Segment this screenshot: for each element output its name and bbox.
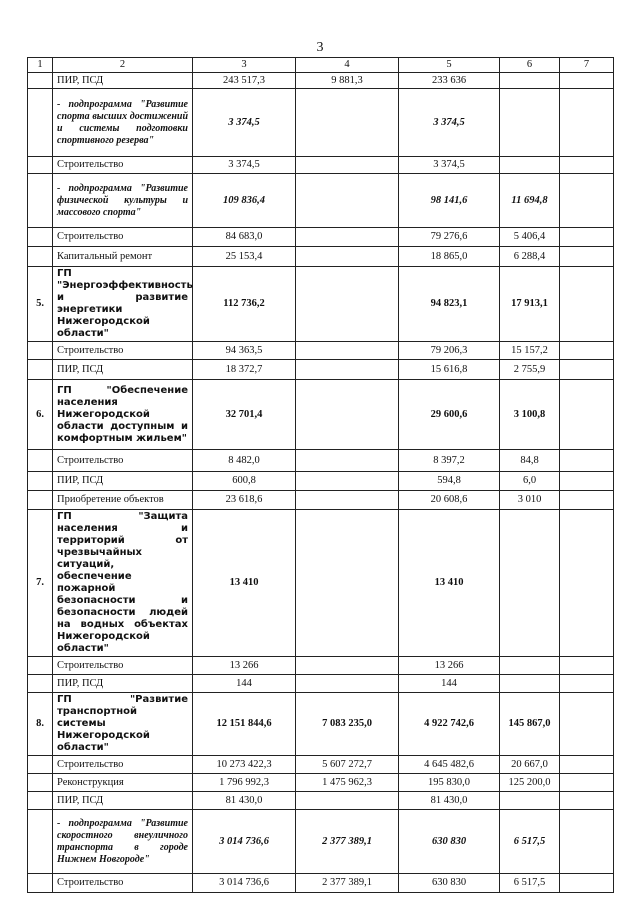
row-name: ГП "Развитие транспортной системы Нижегородской области" [53, 693, 193, 756]
header-cell: 7 [560, 58, 614, 73]
cell-other [560, 174, 614, 228]
cell-other [560, 247, 614, 267]
cell-total: 243 517,3 [193, 73, 296, 89]
cell-federal [296, 247, 399, 267]
row-number [28, 157, 53, 174]
cell-regional: 15 616,8 [399, 360, 500, 380]
row-number [28, 874, 53, 893]
table-row [28, 675, 614, 693]
cell-total: 12 151 844,6 [193, 693, 296, 756]
cell-federal [296, 360, 399, 380]
table-row [28, 472, 614, 491]
cell-other [560, 450, 614, 472]
row-name: ПИР, ПСД [53, 360, 193, 380]
row-name: - подпрограмма "Развитие спорта высших достижений и системы подготовки спортивного резерва" [53, 89, 193, 157]
cell-federal [296, 792, 399, 810]
cell-other [560, 472, 614, 491]
cell-federal [296, 510, 399, 657]
cell-regional: 4 922 742,6 [399, 693, 500, 756]
cell-local: 6 517,5 [500, 874, 560, 893]
cell-other [560, 510, 614, 657]
cell-local: 17 913,1 [500, 267, 560, 342]
row-number [28, 792, 53, 810]
cell-total: 3 374,5 [193, 89, 296, 157]
cell-federal [296, 472, 399, 491]
table-row [28, 874, 614, 893]
cell-other [560, 792, 614, 810]
cell-other [560, 157, 614, 174]
cell-local: 15 157,2 [500, 342, 560, 360]
header-cell: 5 [399, 58, 500, 73]
table-row [28, 450, 614, 472]
row-name: Капитальный ремонт [53, 247, 193, 267]
cell-regional: 3 374,5 [399, 89, 500, 157]
cell-federal: 7 083 235,0 [296, 693, 399, 756]
row-number [28, 360, 53, 380]
row-number: 8. [28, 693, 53, 756]
cell-total: 23 618,6 [193, 491, 296, 510]
row-name: ГП "Защита населения и территорий от чрезвычайных ситуаций, обеспечение пожарной безопасности и безопасности людей на водных объектах Нижегородской области" [53, 510, 193, 657]
cell-other [560, 342, 614, 360]
cell-local [500, 73, 560, 89]
cell-local [500, 157, 560, 174]
cell-other [560, 267, 614, 342]
cell-total: 25 153,4 [193, 247, 296, 267]
cell-federal [296, 491, 399, 510]
row-name: ГП "Энергоэффективность и развитие энергетики Нижегородской области" [53, 267, 193, 342]
cell-other [560, 756, 614, 774]
row-number: 6. [28, 380, 53, 450]
cell-local [500, 510, 560, 657]
cell-federal [296, 450, 399, 472]
cell-other [560, 380, 614, 450]
table-row [28, 360, 614, 380]
row-name: ПИР, ПСД [53, 675, 193, 693]
row-number [28, 450, 53, 472]
row-name: Строительство [53, 157, 193, 174]
cell-other [560, 874, 614, 893]
table-row [28, 510, 614, 657]
row-number [28, 675, 53, 693]
cell-local [500, 675, 560, 693]
row-number [28, 174, 53, 228]
row-number [28, 657, 53, 675]
row-name: Строительство [53, 657, 193, 675]
table-row [28, 792, 614, 810]
table-row [28, 342, 614, 360]
row-name: Строительство [53, 874, 193, 893]
table-row [28, 657, 614, 675]
table-row [28, 693, 614, 756]
table-row [28, 174, 614, 228]
row-number [28, 73, 53, 89]
table-row [28, 810, 614, 874]
table-row [28, 756, 614, 774]
row-number [28, 247, 53, 267]
row-number [28, 342, 53, 360]
row-name: Реконструкция [53, 774, 193, 792]
cell-regional: 79 276,6 [399, 228, 500, 247]
table-row [28, 73, 614, 89]
cell-local: 2 755,9 [500, 360, 560, 380]
row-name: ГП "Обеспечение населения Нижегородской области доступным и комфортным жильем" [53, 380, 193, 450]
cell-other [560, 73, 614, 89]
cell-regional: 195 830,0 [399, 774, 500, 792]
cell-local: 84,8 [500, 450, 560, 472]
cell-local: 3 100,8 [500, 380, 560, 450]
row-name: Строительство [53, 228, 193, 247]
cell-federal: 5 607 272,7 [296, 756, 399, 774]
cell-regional: 20 608,6 [399, 491, 500, 510]
cell-total: 144 [193, 675, 296, 693]
table-row [28, 89, 614, 157]
cell-other [560, 228, 614, 247]
row-number: 5. [28, 267, 53, 342]
cell-local: 145 867,0 [500, 693, 560, 756]
row-name: Строительство [53, 756, 193, 774]
cell-regional: 13 410 [399, 510, 500, 657]
cell-local: 3 010 [500, 491, 560, 510]
cell-total: 81 430,0 [193, 792, 296, 810]
cell-total: 3 014 736,6 [193, 874, 296, 893]
table-row [28, 247, 614, 267]
cell-other [560, 657, 614, 675]
cell-regional: 630 830 [399, 810, 500, 874]
cell-other [560, 774, 614, 792]
row-number: 7. [28, 510, 53, 657]
cell-federal: 1 475 962,3 [296, 774, 399, 792]
cell-federal: 2 377 389,1 [296, 810, 399, 874]
cell-federal [296, 675, 399, 693]
row-number [28, 756, 53, 774]
table-row [28, 491, 614, 510]
row-number [28, 810, 53, 874]
row-name: Строительство [53, 342, 193, 360]
cell-federal [296, 267, 399, 342]
row-name: ПИР, ПСД [53, 792, 193, 810]
header-row [28, 58, 614, 73]
cell-total: 13 266 [193, 657, 296, 675]
cell-federal: 9 881,3 [296, 73, 399, 89]
cell-regional: 8 397,2 [399, 450, 500, 472]
cell-other [560, 89, 614, 157]
cell-regional: 3 374,5 [399, 157, 500, 174]
table-row [28, 157, 614, 174]
cell-regional: 98 141,6 [399, 174, 500, 228]
cell-local: 6,0 [500, 472, 560, 491]
cell-local: 20 667,0 [500, 756, 560, 774]
header-cell: 2 [53, 58, 193, 73]
cell-total: 600,8 [193, 472, 296, 491]
row-number [28, 228, 53, 247]
row-number [28, 472, 53, 491]
cell-federal [296, 380, 399, 450]
row-number [28, 491, 53, 510]
cell-local [500, 89, 560, 157]
cell-local: 6 288,4 [500, 247, 560, 267]
row-number [28, 89, 53, 157]
cell-regional: 18 865,0 [399, 247, 500, 267]
cell-federal [296, 657, 399, 675]
cell-total: 3 374,5 [193, 157, 296, 174]
cell-total: 1 796 992,3 [193, 774, 296, 792]
table-row [28, 774, 614, 792]
cell-federal: 2 377 389,1 [296, 874, 399, 893]
cell-regional: 4 645 482,6 [399, 756, 500, 774]
cell-total: 94 363,5 [193, 342, 296, 360]
row-name: ПИР, ПСД [53, 472, 193, 491]
row-name: - подпрограмма "Развитие скоростного внеуличного транспорта в городе Нижнем Новгороде" [53, 810, 193, 874]
header-cell: 1 [28, 58, 53, 73]
table-row [28, 228, 614, 247]
cell-regional: 81 430,0 [399, 792, 500, 810]
cell-federal [296, 174, 399, 228]
cell-local: 125 200,0 [500, 774, 560, 792]
cell-other [560, 675, 614, 693]
cell-total: 109 836,4 [193, 174, 296, 228]
cell-federal [296, 228, 399, 247]
cell-other [560, 360, 614, 380]
cell-regional: 94 823,1 [399, 267, 500, 342]
cell-federal [296, 89, 399, 157]
cell-other [560, 693, 614, 756]
cell-federal [296, 342, 399, 360]
row-name: ПИР, ПСД [53, 73, 193, 89]
row-name: Строительство [53, 450, 193, 472]
cell-total: 13 410 [193, 510, 296, 657]
cell-local: 6 517,5 [500, 810, 560, 874]
header-cell: 4 [296, 58, 399, 73]
header-cell: 3 [193, 58, 296, 73]
cell-regional: 13 266 [399, 657, 500, 675]
cell-total: 84 683,0 [193, 228, 296, 247]
cell-total: 3 014 736,6 [193, 810, 296, 874]
cell-total: 8 482,0 [193, 450, 296, 472]
cell-local [500, 792, 560, 810]
page-number: 3 [316, 40, 324, 55]
cell-federal [296, 157, 399, 174]
cell-regional: 630 830 [399, 874, 500, 893]
cell-total: 32 701,4 [193, 380, 296, 450]
row-name: - подпрограмма "Развитие физической культуры и массового спорта" [53, 174, 193, 228]
cell-local: 5 406,4 [500, 228, 560, 247]
cell-local: 11 694,8 [500, 174, 560, 228]
cell-other [560, 810, 614, 874]
cell-local [500, 657, 560, 675]
cell-total: 112 736,2 [193, 267, 296, 342]
table-row [28, 267, 614, 342]
cell-regional: 594,8 [399, 472, 500, 491]
row-number [28, 774, 53, 792]
cell-regional: 233 636 [399, 73, 500, 89]
cell-total: 18 372,7 [193, 360, 296, 380]
cell-regional: 29 600,6 [399, 380, 500, 450]
table-row [28, 380, 614, 450]
header-cell: 6 [500, 58, 560, 73]
budget-table [27, 57, 614, 893]
cell-regional: 79 206,3 [399, 342, 500, 360]
row-name: Приобретение объектов [53, 491, 193, 510]
cell-total: 10 273 422,3 [193, 756, 296, 774]
cell-regional: 144 [399, 675, 500, 693]
cell-other [560, 491, 614, 510]
